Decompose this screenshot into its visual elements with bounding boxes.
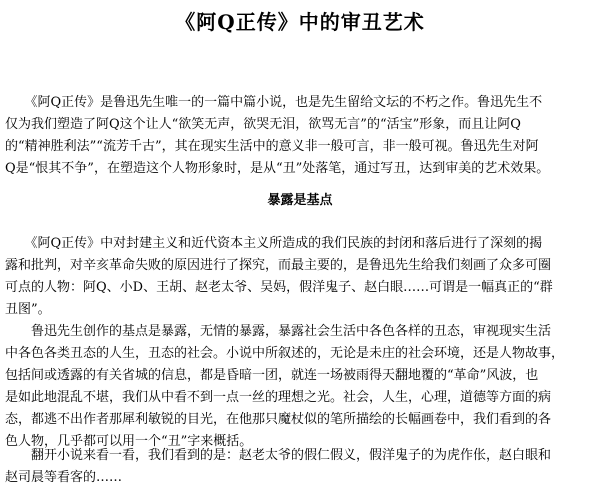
document-title: 《阿Q正传》中的审丑艺术: [175, 10, 425, 34]
paragraph-intro: [5, 92, 595, 180]
paragraph-line: 色人物，几乎都可以用一个“丑”字来概括。: [5, 434, 253, 449]
paragraph-reading: [5, 445, 595, 489]
paragraph-line: 《阿Q正传》是鲁迅先生唯一的一篇中篇小说，也是先生留给文坛的不朽之作。鲁迅先生不: [5, 95, 543, 110]
paragraph-line: 仅为我们塑造了阿Q这个让人“欲笑无声，欲哭无泪，欲骂无言”的“活宝”形象，而且让阿Q: [5, 117, 521, 132]
paragraph-exposure: [5, 321, 595, 453]
paragraph-line: 《阿Q正传》中对封建主义和近代资本主义所造成的我们民族的封闭和落后进行了深刻的揭: [5, 236, 543, 251]
paragraph-line: 赵司晨等看客的……: [5, 470, 123, 485]
paragraph-line: Q是“恨其不争”，在塑造这个人物形象时，是从“丑”处落笔，通过写丑，达到审美的艺术效果。: [5, 161, 550, 176]
paragraph-characters: [5, 233, 595, 321]
paragraph-line: 是如此地混乱不堪，我们从中看不到一点一丝的理想之光。社会，人生，心理，道德等方面的病: [5, 390, 552, 405]
paragraph-line: 鲁迅先生创作的基点是暴露，无情的暴露，暴露社会生活中各色各样的丑态，审视现实生活: [5, 324, 552, 339]
paragraph-line: 丑图”。: [5, 302, 51, 317]
paragraph-line: 露和批判，对辛亥革命失败的原因进行了探究，而最主要的，是鲁迅先生给我们刻画了众多可圈: [5, 258, 552, 273]
paragraph-line: 中各色各类丑态的人生，丑态的社会。小说中所叙述的，无论是未庄的社会环境，还是人物故事，: [5, 346, 565, 361]
paragraph-line: 可点的人物：阿Q、小D、王胡、赵老太爷、吴妈，假洋鬼子、赵白眼……可谓是一幅真正的“群: [5, 280, 553, 295]
paragraph-line: 翻开小说来看一看，我们看到的是：赵老太爷的假仁假义，假洋鬼子的为虎作伥，赵白眼和: [5, 448, 552, 463]
section-heading: 暴露是基点: [267, 193, 333, 208]
paragraph-line: 态，都逃不出作者那犀利敏锐的目光，在他那只魔杖似的笔所描绘的长幅画卷中，我们看到的各: [5, 412, 552, 427]
paragraph-line: 的“精神胜利法”“流芳千古”，其在现实生活中的意义非一般可言，非一般可视。鲁迅先生对阿: [5, 139, 539, 154]
paragraph-line: 包括间或透露的有关省城的信息，都是昏暗一团，就连一场被雨得天翻地覆的“革命”风波，也: [5, 368, 539, 383]
